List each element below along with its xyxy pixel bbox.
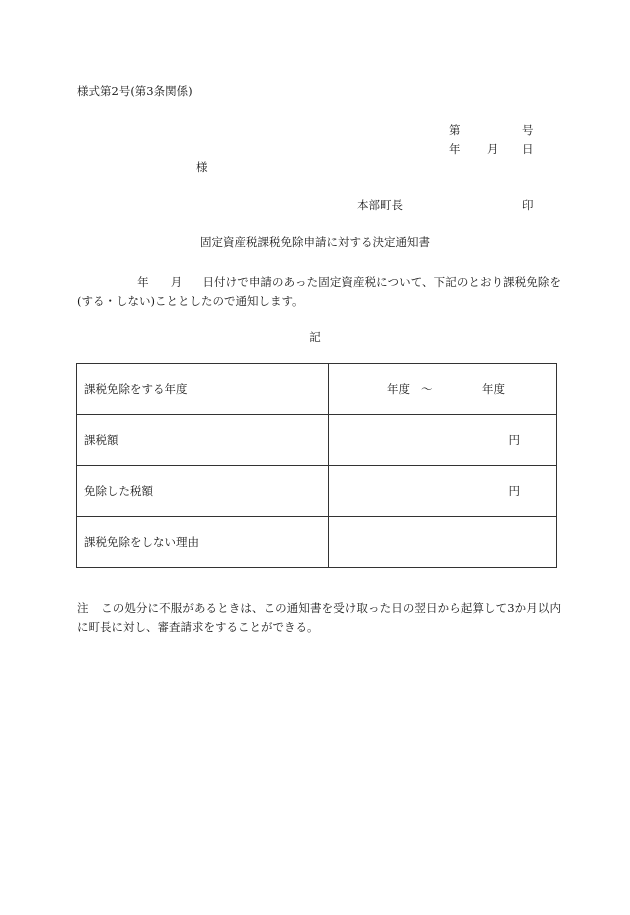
range-to-label: 年度 — [482, 382, 505, 396]
body-paragraph — [77, 273, 561, 311]
row-label-tax-amount: 課税額 — [77, 415, 329, 466]
row-label-exempted-tax: 免除した税額 — [77, 466, 329, 517]
row-value-non-exemption-reason — [329, 517, 557, 568]
table-row — [77, 364, 557, 415]
range-from-label: 年度 — [387, 382, 410, 396]
table-row — [77, 466, 557, 517]
row-value-exemption-year — [329, 364, 557, 415]
date-day-label: 日 — [522, 142, 534, 156]
range-tilde: 〜 — [421, 382, 433, 396]
note-mark: 注 — [77, 601, 89, 615]
body-year-label: 年 — [137, 275, 149, 289]
date-year-label: 年 — [449, 142, 461, 156]
row-value-tax-amount — [329, 415, 557, 466]
ki-heading: 記 — [309, 330, 321, 344]
note-paragraph — [77, 599, 561, 637]
note-text: この処分に不服があるときは、この通知書を受け取った日の翌日から起算して3か月以内に町長に対し、審査請求をすることができる。 — [77, 601, 561, 634]
document-title: 固定資産税課税免除申請に対する決定通知書 — [200, 235, 430, 249]
body-text: 日付けで申請のあった固定資産税について、下記のとおり課税免除を(する・しない)こととしたので通知します。 — [77, 275, 562, 308]
table-row — [77, 415, 557, 466]
issuer-name: 本部町長 — [357, 198, 403, 212]
yen-unit: 円 — [508, 433, 520, 447]
table-row — [77, 517, 557, 568]
row-value-exempted-tax — [329, 466, 557, 517]
yen-unit: 円 — [508, 484, 520, 498]
document-number-prefix: 第 — [449, 123, 461, 137]
addressee-honorific: 様 — [196, 160, 208, 174]
body-month-label: 月 — [170, 275, 183, 289]
seal-mark: 印 — [522, 198, 534, 212]
row-label-non-exemption-reason: 課税免除をしない理由 — [77, 517, 329, 568]
form-number: 様式第2号(第3条関係) — [77, 84, 193, 98]
row-label-exemption-year: 課税免除をする年度 — [77, 364, 329, 415]
detail-table — [76, 363, 557, 568]
date-month-label: 月 — [487, 142, 499, 156]
document-number-suffix: 号 — [522, 123, 534, 137]
